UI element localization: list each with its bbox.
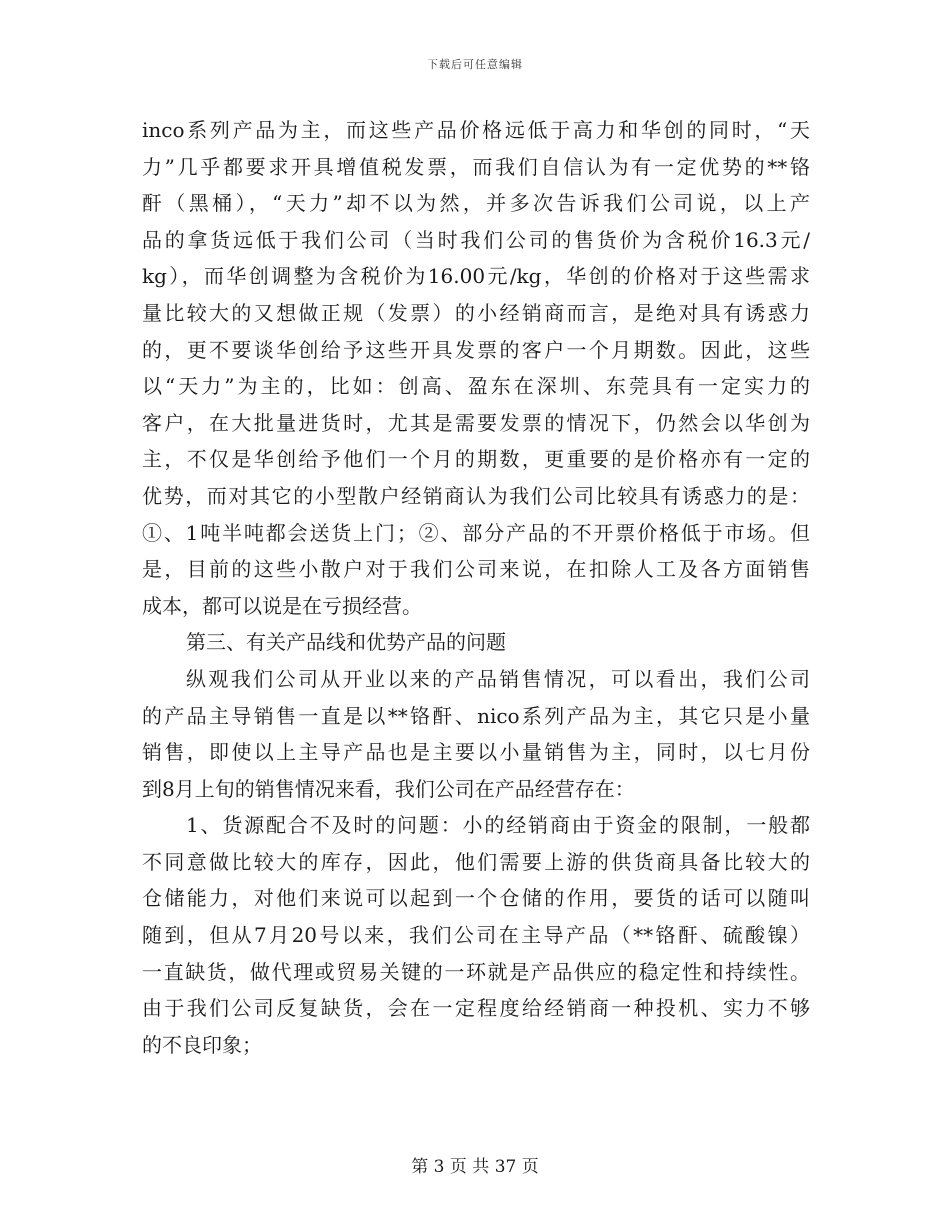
- page-number: 第 3 页 共 37 页: [411, 1157, 539, 1177]
- text-line: 的，更不要谈华创给予这些开具发票的客户一个月期数。因此，这些: [142, 337, 810, 362]
- text-line: 力”几乎都要求开具增值税发票，而我们自信认为有一定优势的**铬: [142, 154, 810, 179]
- text-line: 主，不仅是华创给予他们一个月的期数，更重要的是价格亦有一定的: [142, 447, 810, 472]
- text-line: ①、1吨半吨都会送货上门；②、部分产品的不开票价格低于市场。但: [142, 520, 810, 545]
- page-header: 下载后可任意编辑: [427, 58, 523, 71]
- text-line: 到8月上旬的销售情况来看，我们公司在产品经营存在：: [142, 776, 635, 801]
- text-line: 品的拿货远低于我们公司（当时我们公司的售货价为含税价16.3元/: [142, 227, 810, 252]
- text-line: 是，目前的这些小散户对于我们公司来说，在扣除人工及各方面销售: [142, 557, 810, 582]
- section-heading: 第三、有关产品线和优势产品的问题: [186, 630, 506, 655]
- document-body: [142, 112, 810, 1063]
- text-line: 优势，而对其它的小型散户经销商认为我们公司比较具有诱惑力的是：: [142, 483, 810, 508]
- text-line: 1、货源配合不及时的问题：小的经销商由于资金的限制，一般都: [186, 813, 810, 838]
- text-line: 一直缺货，做代理或贸易关键的一环就是产品供应的稳定性和持续性。: [142, 959, 810, 984]
- text-line: kg），而华创调整为含税价为16.00元/kg，华创的价格对于这些需求: [142, 264, 810, 289]
- text-line: 成本，都可以说是在亏损经营。: [142, 593, 422, 618]
- text-line: 随到，但从7月20号以来，我们公司在主导产品（**铬酐、硫酸镍）: [142, 923, 810, 948]
- text-line: 由于我们公司反复缺货，会在一定程度给经销商一种投机、实力不够: [142, 996, 810, 1021]
- text-line: 销售，即使以上主导产品也是主要以小量销售为主，同时，以七月份: [142, 740, 810, 765]
- text-line: 不同意做比较大的库存，因此，他们需要上游的供货商具备比较大的: [142, 849, 810, 874]
- text-line: 仓储能力，对他们来说可以起到一个仓储的作用，要货的话可以随叫: [142, 886, 810, 911]
- text-line: 的产品主导销售一直是以**铬酐、nico系列产品为主，其它只是小量: [142, 703, 810, 728]
- text-line: 的不良印象；: [142, 1032, 262, 1057]
- text-line: 酐（黑桶），“天力”却不以为然，并多次告诉我们公司说，以上产: [142, 191, 810, 216]
- text-line: inco系列产品为主，而这些产品价格远低于高力和华创的同时，“天: [142, 118, 810, 142]
- text-line: 以“天力”为主的，比如：创高、盈东在深圳、东莞具有一定实力的: [142, 374, 810, 399]
- text-line: 纵观我们公司从开业以来的产品销售情况，可以看出，我们公司: [186, 666, 810, 691]
- text-line: 量比较大的又想做正规（发票）的小经销商而言，是绝对具有诱惑力: [142, 300, 810, 325]
- text-line: 客户，在大批量进货时，尤其是需要发票的情况下，仍然会以华创为: [142, 410, 810, 435]
